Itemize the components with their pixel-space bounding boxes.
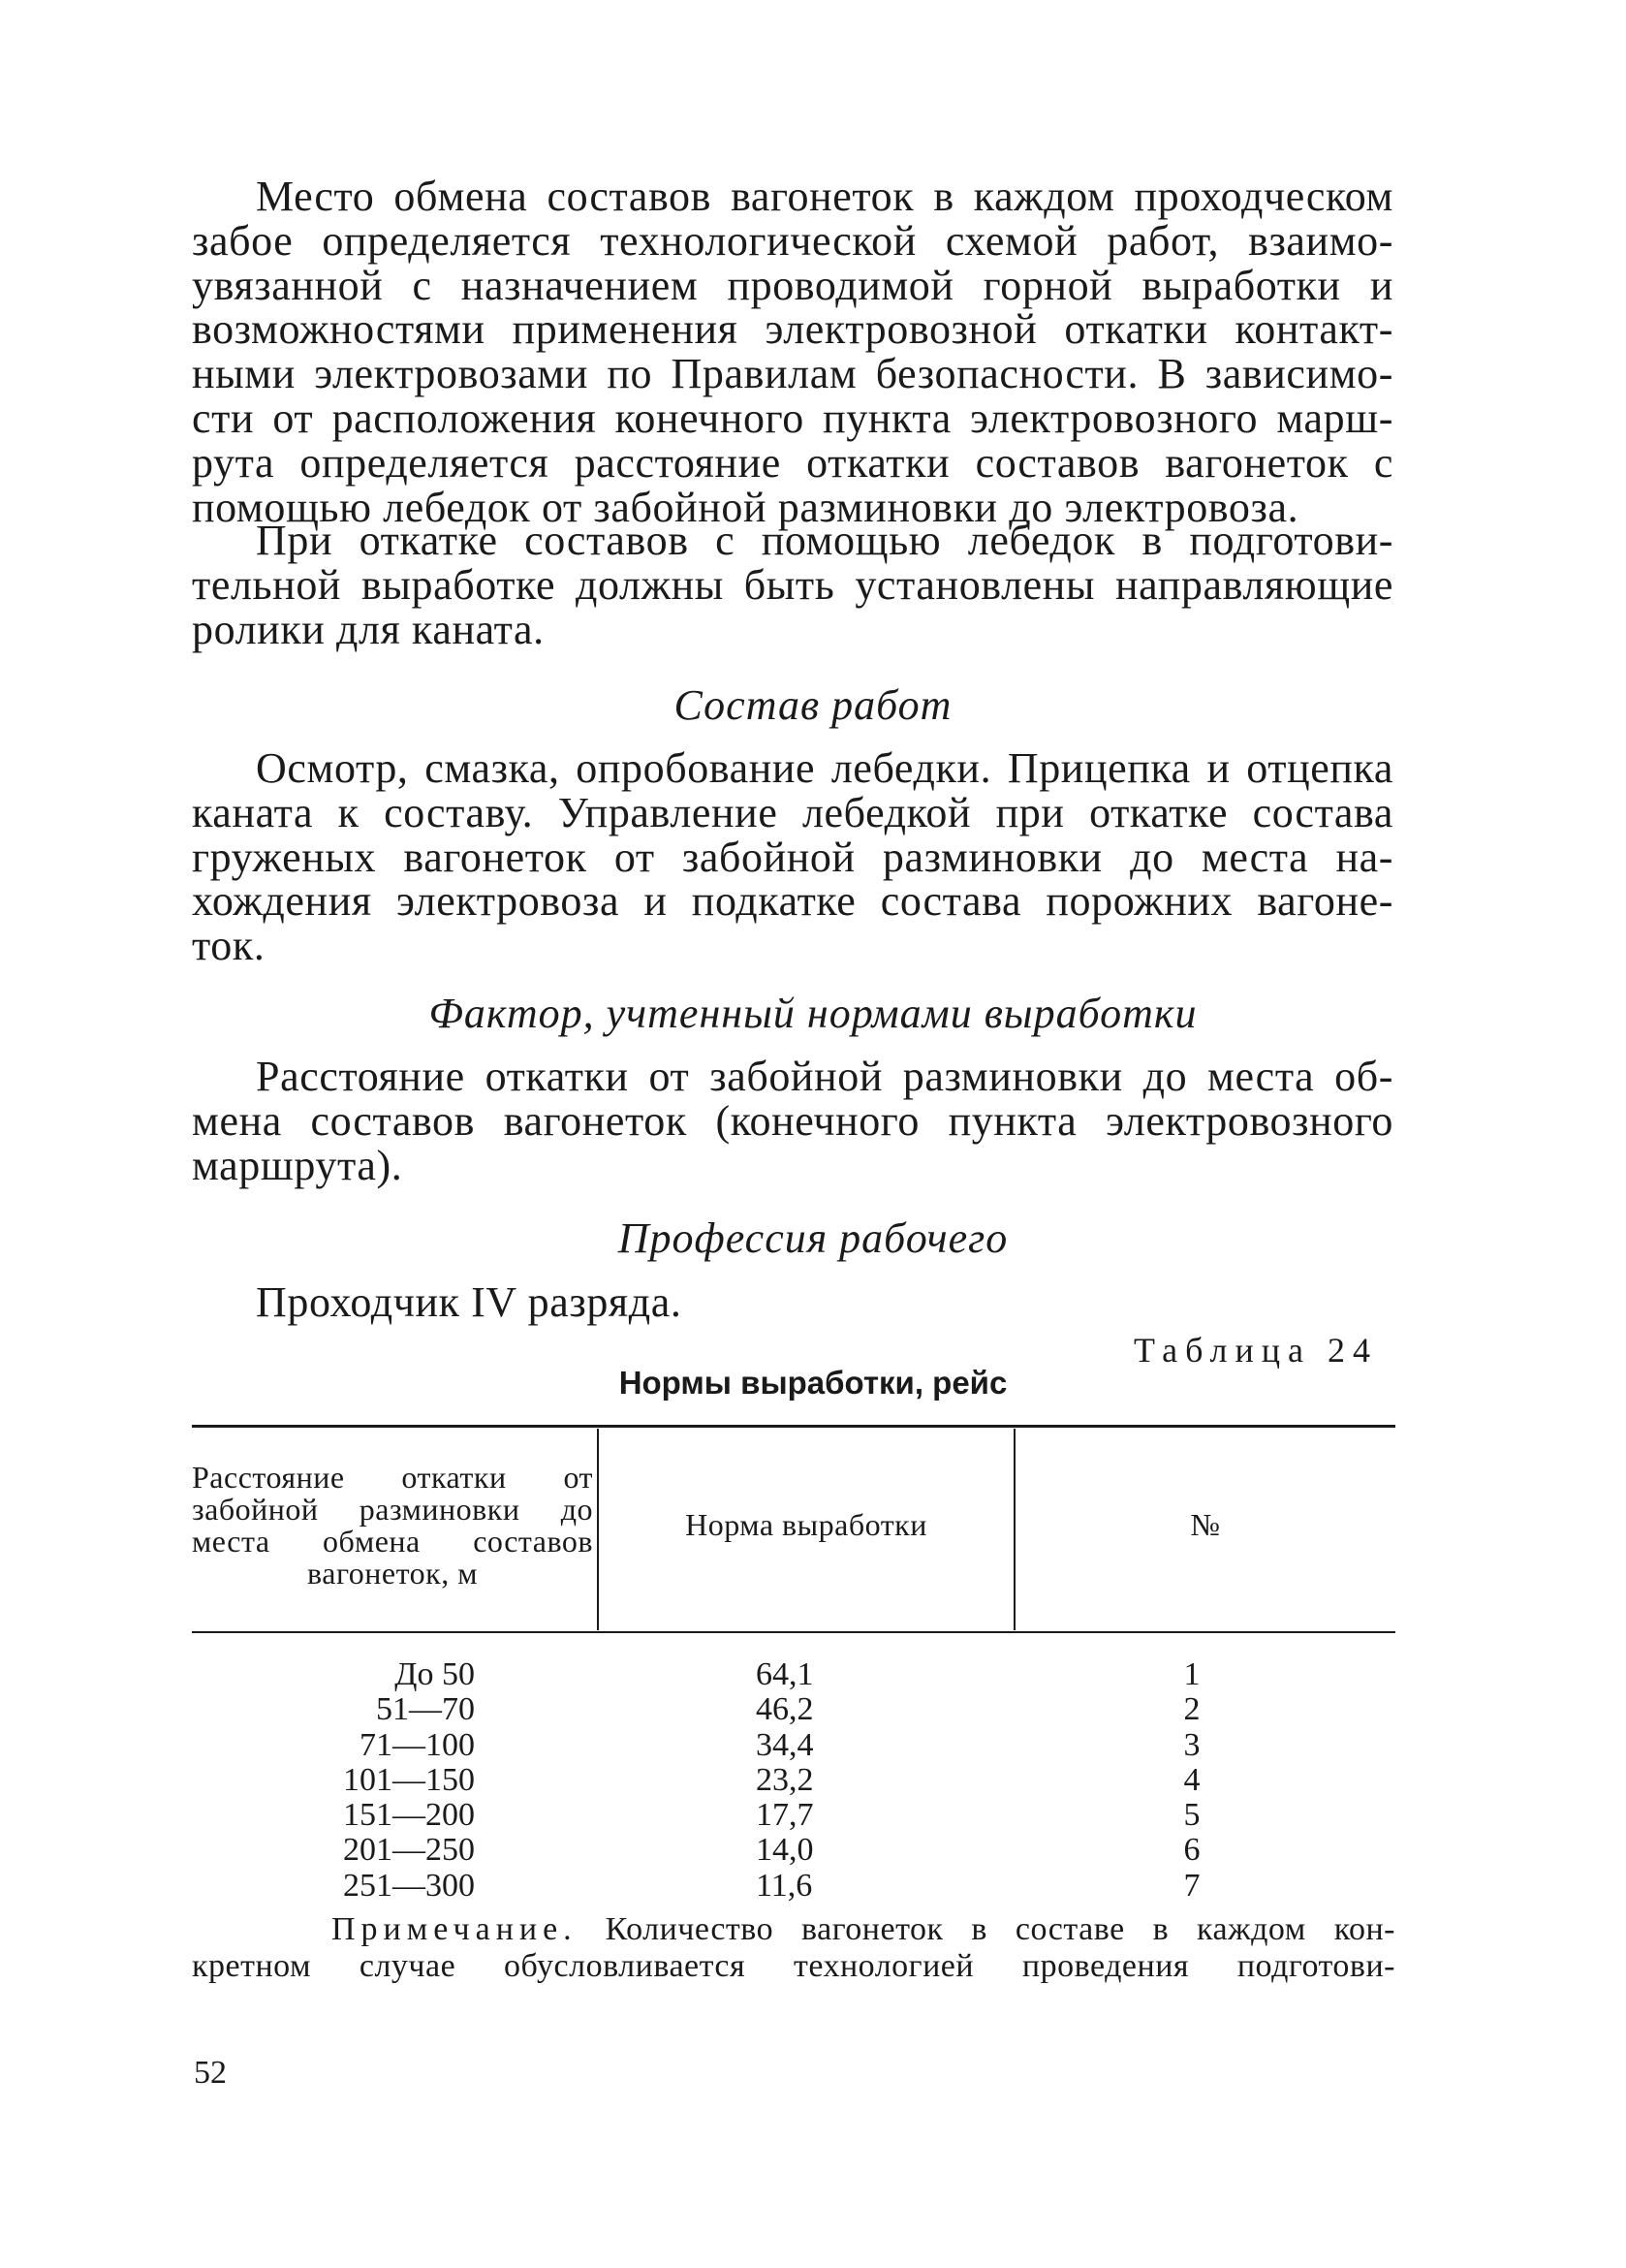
note-line [192, 1911, 1395, 1948]
table-cell-number: 7 [1183, 1867, 1201, 1904]
table-header-rule [192, 1631, 1395, 1633]
table-header-norm: Норма выработки [685, 1507, 927, 1542]
table-label: Таблица 24 [1134, 1331, 1378, 1370]
header-line: забойной разминовки до [192, 1492, 593, 1527]
text-line: При откатке составов с помощью лебедок в подготови- [256, 517, 1393, 564]
note-label: Примечание. [331, 1911, 578, 1947]
table-cell-norm: 34,4 [756, 1726, 814, 1763]
table-cell-number: 3 [1183, 1726, 1201, 1763]
header-line: вагонеток, м [307, 1556, 478, 1591]
text-line: возможностями применения электровозной откатки контакт- [192, 305, 1393, 354]
table-cell-number: 6 [1183, 1832, 1201, 1869]
text-line: помощью лебедок от забойной разминовки до электровоза. [192, 483, 1299, 531]
text-line: мена составов вагонеток (конечного пункта электровозного [192, 1096, 1393, 1145]
table-title: Нормы выработки, рейс [618, 1365, 1008, 1401]
page-number: 52 [194, 2055, 227, 2091]
text-line: маршрута). [192, 1141, 403, 1189]
paragraph-work-composition [192, 746, 1393, 968]
text-line: сти от расположения конечного пункта электровозного марш- [192, 394, 1393, 442]
table-top-rule [192, 1425, 1395, 1428]
text-line: ток. [192, 922, 266, 970]
header-line: места обмена составов [192, 1524, 593, 1559]
table-cell-distance: 71—100 [360, 1726, 475, 1763]
table-cell-number: 2 [1183, 1691, 1201, 1728]
header-line: Расстояние откатки от [192, 1460, 593, 1495]
table-header-distance [192, 1462, 593, 1590]
table-cell-distance: 151—200 [343, 1797, 475, 1834]
table-cell-norm: 23,2 [756, 1761, 814, 1798]
text-line: тельной выработке должны быть установлены направляющие [192, 560, 1393, 609]
table-cell-distance: 101—150 [343, 1761, 475, 1798]
table-column-norm [756, 1657, 853, 1904]
note-text: Количество вагонеток в составе в каждом кон- [605, 1911, 1396, 1947]
text-line: увязанной с назначением проводимой горной выработки и [192, 261, 1393, 309]
section-heading-profession: Профессия рабочего [617, 1214, 1009, 1262]
table-cell-norm: 17,7 [756, 1797, 814, 1834]
text-line: ными электровозами по Правилам безопасности. В зависимо- [192, 350, 1393, 398]
paragraph-guide-rollers [192, 519, 1393, 651]
text-line: Место обмена составов вагонеток в каждом проходческом [256, 173, 1393, 220]
paragraph-factor [192, 1055, 1393, 1187]
table-cell-distance: 251—300 [343, 1867, 475, 1904]
text-line: Расстояние откатки от забойной разминовки до места об- [256, 1053, 1393, 1100]
table-cell-number: 4 [1183, 1761, 1201, 1798]
table-cell-norm: 64,1 [756, 1656, 814, 1692]
table-column-number [1163, 1657, 1221, 1904]
table-cell-norm: 14,0 [756, 1832, 814, 1869]
text-line: забое определяется технологической схемой работ, взаимо- [192, 216, 1393, 265]
text-line: Осмотр, смазка, опробование лебедки. Прицепка и отцепка [256, 744, 1393, 792]
table-cell-distance: 51—70 [376, 1691, 475, 1728]
table-header-number: № [1190, 1507, 1221, 1542]
table-cell-norm: 46,2 [756, 1691, 814, 1728]
section-heading-factor: Фактор, учтенный нормами выработки [428, 990, 1198, 1037]
section-heading-work-composition: Состав работ [673, 681, 953, 729]
table-cell-number: 1 [1183, 1656, 1201, 1692]
table-note [192, 1911, 1395, 1985]
text-line: груженых вагонеток от забойной разминовки до места на- [192, 833, 1393, 881]
table-cell-number: 5 [1183, 1797, 1201, 1834]
paragraph-exchange-place [192, 174, 1393, 529]
table-cell-distance: 201—250 [343, 1832, 475, 1869]
text-line: хождения электровоза и подкатке состава порожних вагоне- [192, 877, 1393, 926]
text-line: каната к составу. Управление лебедкой при откатке состава [192, 788, 1393, 836]
note-line: кретном случае обусловливается технологией проведения подготови- [192, 1948, 1395, 1984]
table-cell-norm: 11,6 [756, 1867, 813, 1904]
text-line: рута определяется расстояние откатки составов вагонеток с [192, 438, 1393, 487]
table-cell-distance: До 50 [394, 1656, 475, 1692]
text-line: ролики для каната. [192, 605, 545, 653]
table-column-distance [329, 1657, 475, 1904]
profession-text: Проходчик IV разряда. [256, 1278, 682, 1326]
